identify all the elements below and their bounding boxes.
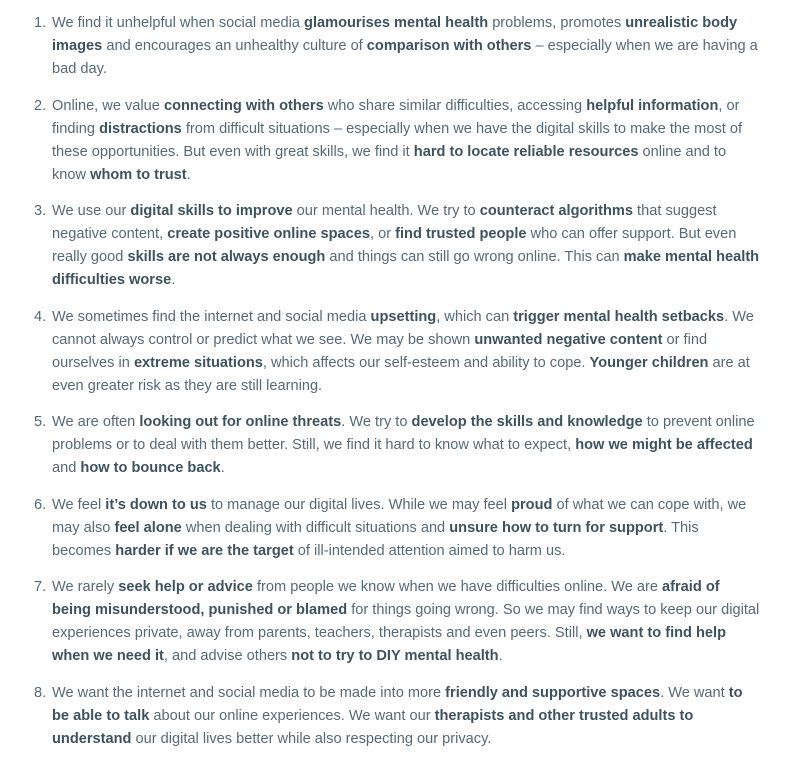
emphasis-text: friendly and supportive spaces (445, 684, 661, 701)
emphasis-text: extreme situations (133, 354, 263, 371)
list-item (0, 682, 805, 751)
emphasis-text: therapists and other trusted adults to understand (52, 707, 694, 747)
emphasis-text: develop the skills and knowledge (411, 414, 643, 430)
body-text: to prevent online problems or to deal with them better. Still, we find it hard to know what to expect, (52, 414, 755, 453)
list-item (0, 494, 805, 563)
body-text: problems, promotes (488, 15, 626, 31)
list-item-number: 5. (34, 414, 47, 430)
body-text: We find it unhelpful when social media (52, 15, 305, 31)
body-text: from people we know when we have difficulties online. We are (252, 579, 663, 595)
emphasis-text: create positive online spaces (167, 226, 370, 242)
list-item-number: 2. (34, 97, 47, 114)
body-text: of ill-intended attention aimed to harm us. (293, 542, 566, 559)
list-item-text (52, 685, 743, 747)
list-item (0, 95, 805, 187)
emphasis-text: looking out for online threats (139, 414, 342, 430)
emphasis-text: find trusted people (395, 226, 527, 242)
body-text: – especially when we are having a bad day. (52, 38, 758, 77)
list-item-text (52, 98, 742, 183)
body-text: and encourages an unhealthy culture of (102, 38, 367, 54)
body-text: are at even greater risk as they are still learning. (52, 354, 750, 394)
body-text: from difficult situations – especially when we have the digital skills to make the most of these opportunities. But even with great skills, we find it (52, 120, 743, 160)
list-item-number: 8. (34, 684, 47, 701)
list-item-text (52, 414, 755, 476)
list-item (0, 12, 805, 81)
list-item (0, 306, 805, 398)
body-text: that suggest negative content, (52, 203, 717, 242)
emphasis-text: digital skills to improve (130, 203, 293, 219)
body-text: We sometimes find the internet and social media (52, 308, 371, 325)
body-text: Online, we value (52, 97, 164, 114)
emphasis-text: how we might be affected (575, 437, 753, 453)
emphasis-text: to be able to talk (52, 684, 743, 724)
body-text: , or finding (52, 97, 740, 137)
emphasis-text: proud (511, 496, 553, 513)
list-item-number: 7. (34, 579, 47, 595)
body-text: about our online experiences. We want our (149, 707, 435, 724)
emphasis-text: connecting with others (163, 97, 324, 114)
body-text: . (220, 460, 225, 476)
emphasis-text: trigger mental health setbacks (513, 308, 725, 325)
list-item-number: 4. (34, 308, 47, 325)
body-text: , or (370, 226, 396, 242)
emphasis-text: skills are not always enough (127, 249, 326, 265)
emphasis-text: not to try to DIY mental health (291, 648, 499, 664)
body-text: to manage our digital lives. While we may feel (206, 496, 512, 513)
emphasis-text: unsure how to turn for support (449, 519, 664, 536)
body-text: and (52, 460, 81, 476)
emphasis-text: unrealistic body images (52, 15, 738, 54)
emphasis-text: it’s down to us (105, 496, 207, 513)
body-text: , which can (436, 308, 514, 325)
body-text: , and advise others (163, 648, 292, 664)
findings-list (0, 12, 805, 751)
body-text: We feel (52, 496, 106, 513)
list-item (0, 576, 805, 668)
body-text: for things going wrong. So we may find ways to keep our digital experiences private, away from parents, teachers, therapists and even peers. Still, (52, 602, 760, 641)
body-text: We want the internet and social media to be made into more (52, 684, 446, 701)
body-text: of what we can cope with, we may also (52, 496, 747, 536)
body-text: We rarely (52, 579, 119, 595)
body-text: or find ourselves in (52, 331, 708, 371)
emphasis-text: feel alone (114, 519, 182, 536)
emphasis-text: we want to find help when we need it (52, 625, 727, 664)
emphasis-text: whom to trust (90, 166, 187, 183)
body-text: . (498, 648, 503, 664)
body-text: our mental health. We try to (292, 203, 480, 219)
emphasis-text: glamourises mental health (304, 15, 489, 31)
emphasis-text: distractions (99, 120, 182, 137)
body-text: who share similar difficulties, accessing (323, 97, 587, 114)
emphasis-text: harder if we are the target (115, 542, 294, 559)
list-item-text (52, 579, 759, 664)
emphasis-text: upsetting (370, 308, 437, 325)
body-text: . (171, 272, 176, 288)
body-text: our digital lives better while also respecting our privacy. (131, 730, 492, 747)
list-item-text (52, 309, 754, 394)
emphasis-text: unwanted negative content (474, 331, 663, 348)
list-item-number: 3. (34, 203, 47, 219)
list-item-text (52, 15, 758, 77)
body-text: , which affects our self-esteem and ability to cope. (262, 354, 590, 371)
emphasis-text: make mental health difficulties worse (52, 249, 760, 288)
list-item (0, 411, 805, 480)
emphasis-text: how to bounce back (80, 460, 221, 476)
body-text: We are often (52, 414, 140, 430)
body-text: and things can still go wrong online. This can (325, 249, 624, 265)
list-item-number: 6. (34, 496, 47, 513)
body-text: who can offer support. But even really good (52, 226, 737, 265)
body-text: We use our (52, 203, 131, 219)
body-text: online and to know (52, 143, 727, 183)
emphasis-text: comparison with others (366, 38, 532, 54)
list-item-number: 1. (34, 15, 47, 31)
body-text: . We try to (341, 414, 412, 430)
emphasis-text: seek help or advice (118, 579, 253, 595)
body-text: . This becomes (52, 519, 699, 559)
body-text: . (186, 166, 191, 183)
emphasis-text: hard to locate reliable resources (413, 143, 639, 160)
emphasis-text: helpful information (586, 97, 719, 114)
list-item-text (52, 497, 746, 559)
emphasis-text: Younger children (589, 354, 709, 371)
list-item (0, 200, 805, 292)
body-text: when dealing with difficult situations and (181, 519, 450, 536)
emphasis-text: afraid of being misunderstood, punished or blamed (52, 579, 720, 618)
emphasis-text: counteract algorithms (479, 203, 633, 219)
list-item-text (52, 203, 759, 288)
body-text: . We cannot always control or predict what we see. We may be shown (52, 308, 754, 348)
body-text: . We want (660, 684, 729, 701)
